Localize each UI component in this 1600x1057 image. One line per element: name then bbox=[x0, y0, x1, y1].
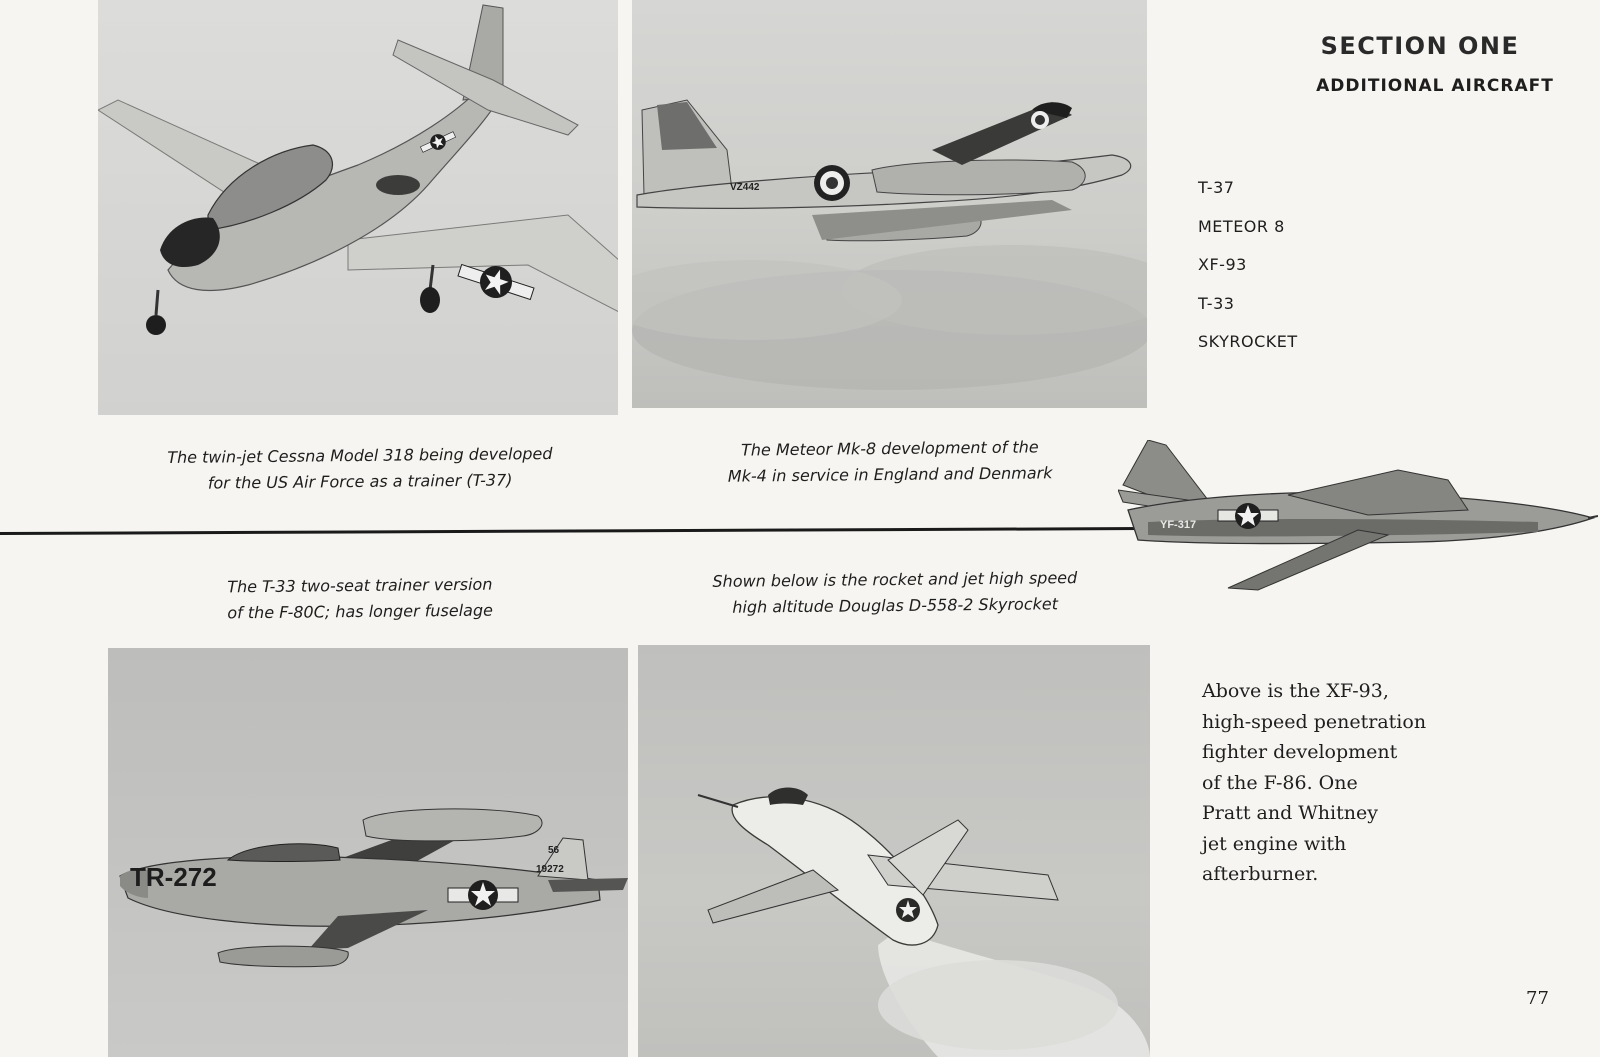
xf93-description-line: afterburner. bbox=[1202, 863, 1319, 885]
caption-line: The T-33 two-seat trainer version bbox=[227, 574, 493, 597]
photo-t33 bbox=[108, 648, 628, 1057]
caption-line: Shown below is the rocket and jet high speed bbox=[712, 568, 1078, 591]
caption-skyrocket bbox=[690, 565, 1101, 621]
caption-line: Mk-4 in service in England and Denmark bbox=[727, 463, 1053, 486]
xf93-description-line: Pratt and Whitney bbox=[1202, 802, 1378, 824]
photo-xf93-cutout bbox=[1118, 440, 1598, 605]
caption-line: of the F-80C; has longer fuselage bbox=[227, 600, 494, 623]
t33-tail-number: 56 bbox=[548, 845, 560, 856]
caption-line: The Meteor Mk-8 development of the bbox=[740, 437, 1039, 460]
xf93-description-line: high-speed penetration bbox=[1202, 710, 1427, 733]
skyrocket-illustration bbox=[638, 645, 1150, 1057]
photo-cessna-t37 bbox=[98, 0, 618, 415]
aircraft-list-item: METEOR 8 bbox=[1198, 216, 1285, 236]
caption-meteor-mk8 bbox=[690, 434, 1091, 490]
aircraft-list-item: XF-93 bbox=[1198, 255, 1247, 274]
t33-nose-marking: TR-272 bbox=[130, 862, 217, 892]
cessna-t37-illustration bbox=[98, 0, 618, 415]
caption-line: for the US Air Force as a trainer (T-37) bbox=[207, 470, 513, 493]
photo-skyrocket bbox=[638, 645, 1150, 1057]
horizontal-divider bbox=[0, 527, 1150, 535]
meteor-mk8-illustration bbox=[632, 0, 1147, 408]
aircraft-list bbox=[1198, 178, 1298, 371]
t33-illustration bbox=[108, 648, 628, 1057]
xf93-description bbox=[1202, 676, 1462, 890]
aircraft-list-item: SKYROCKET bbox=[1198, 332, 1298, 351]
aircraft-list-item: T-33 bbox=[1198, 293, 1235, 313]
xf93-serial-marking: YF-317 bbox=[1160, 519, 1197, 531]
xf93-description-line: jet engine with bbox=[1202, 832, 1347, 855]
caption-line: The twin-jet Cessna Model 318 being developed bbox=[167, 443, 553, 468]
photo-meteor-mk8 bbox=[632, 0, 1147, 408]
caption-t33 bbox=[180, 571, 541, 627]
section-title: SECTION ONE bbox=[1320, 32, 1520, 60]
t33-tail-serial: 19272 bbox=[536, 864, 564, 875]
aircraft-list-item: T-37 bbox=[1198, 178, 1235, 197]
meteor-serial-marking: VZ442 bbox=[730, 182, 760, 193]
section-subtitle: ADDITIONAL AIRCRAFT bbox=[1316, 76, 1554, 96]
xf93-description-line: Above is the XF-93, bbox=[1202, 680, 1389, 702]
xf93-description-line: fighter development bbox=[1202, 741, 1398, 763]
caption-line: high altitude Douglas D-558-2 Skyrocket bbox=[732, 594, 1059, 617]
xf93-description-line: of the F-86. One bbox=[1202, 771, 1358, 794]
page-number: 77 bbox=[1526, 988, 1549, 1009]
caption-cessna-t37 bbox=[140, 441, 581, 498]
